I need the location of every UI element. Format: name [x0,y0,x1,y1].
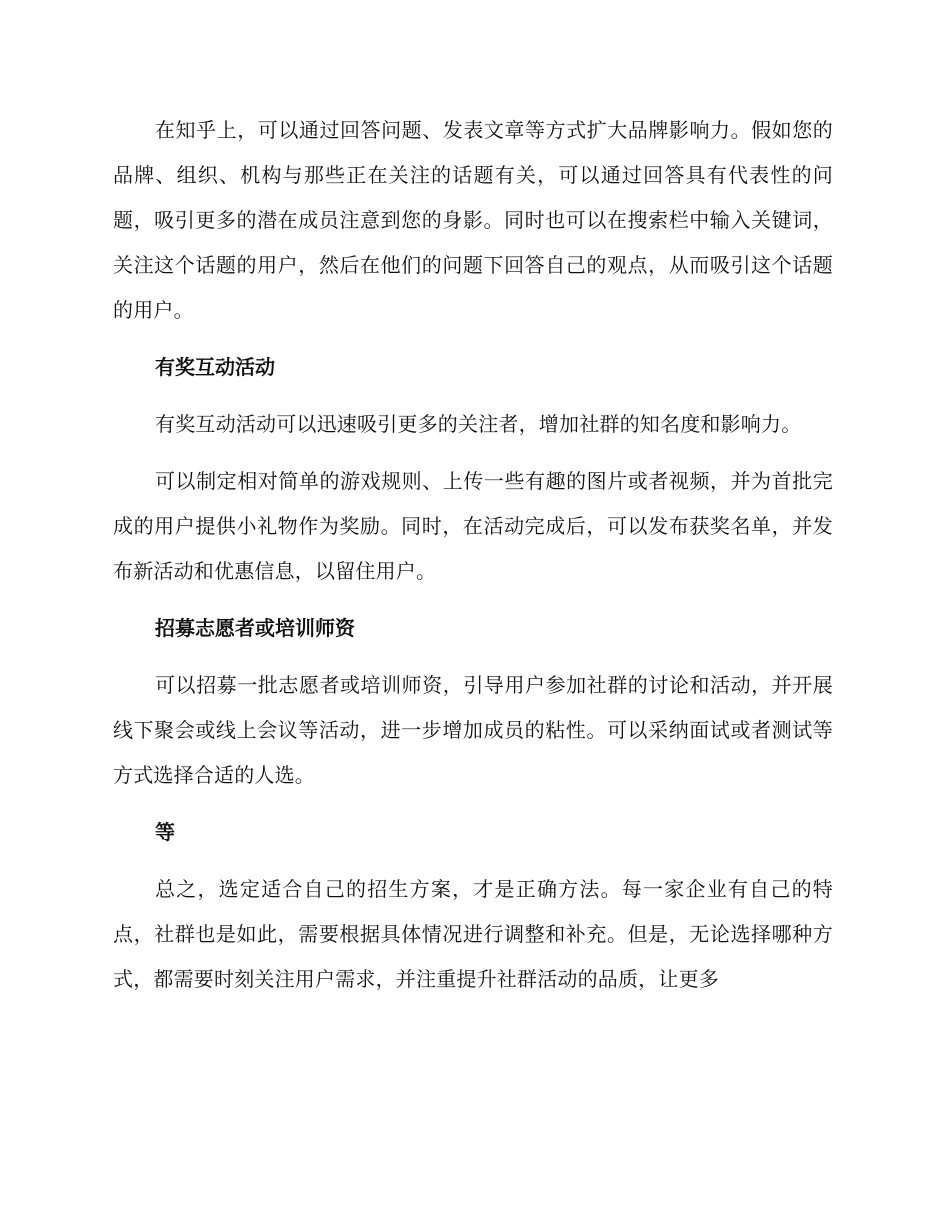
heading-volunteer-recruitment: 招募志愿者或培训师资 [155,616,355,640]
paragraph-volunteer-details: 可以招募一批志愿者或培训师资，引导用户参加社群的讨论和活动，并开展线下聚会或线上会议等活动，进一步增加成员的粘性。可以采纳面试或者测试等方式选择合适的人选。 [113,673,833,787]
paragraph-reward-intro: 有奖互动活动可以迅速吸引更多的关注者，增加社群的知名度和影响力。 [155,412,802,436]
paragraph-conclusion: 总之，选定适合自己的招生方案，才是正确方法。每一家企业有自己的特点，社群也是如此，需要根据具体情况进行调整和补充。但是，无论选择哪种方式，都需要时刻关注用户需求，并注重提升社群活动的品质，让更多 [113,877,833,991]
heading-etc: 等 [155,820,175,844]
heading-reward-activities: 有奖互动活动 [155,355,275,379]
paragraph-reward-details: 可以制定相对简单的游戏规则、上传一些有趣的图片或者视频，并为首批完成的用户提供小礼物作为奖励。同时，在活动完成后，可以发布获奖名单，并发布新活动和优惠信息，以留住用户。 [113,469,833,583]
paragraph-zhihu-strategy: 在知乎上，可以通过回答问题、发表文章等方式扩大品牌影响力。假如您的品牌、组织、机构与那些正在关注的话题有关，可以通过回答具有代表性的问题，吸引更多的潜在成员注意到您的身影。同时也可以在搜索栏中输入关键词，关注这个话题的用户，然后在他们的问题下回答自己的观点，从而吸引这个话题的用户。 [113,118,833,322]
document-body [113,108,833,1002]
